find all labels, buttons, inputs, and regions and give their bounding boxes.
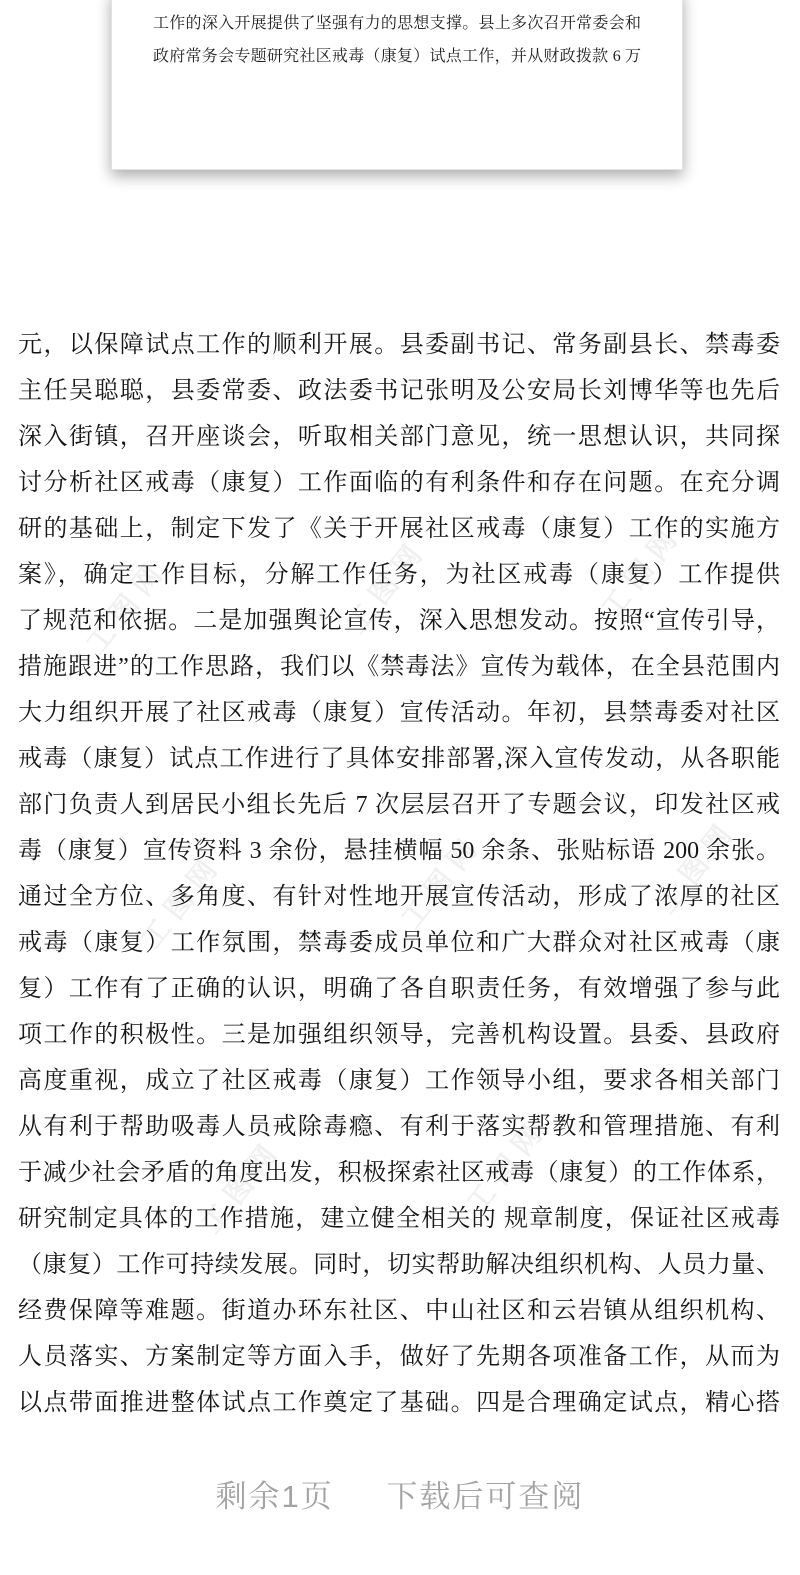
text-line: 毒（康复）宣传资料 3 余份，悬挂横幅 50 余条、张贴标语 200 余张。	[18, 838, 780, 864]
text-line: 了规范和依据。二是加强舆论宣传，深入思想发动。按照“宣传引导，	[18, 608, 780, 634]
clipped-text-line	[153, 0, 641, 6]
text-line: 人员落实、方案制定等方面入手，做好了先期各项准备工作，从而为	[18, 1344, 780, 1370]
watermark-text: 工图网	[135, 847, 229, 955]
text-line: 部门负责人到居民小组长先后 7 次层层召开了专题会议，印发社区戒	[18, 792, 780, 818]
watermark-text: 工图网	[340, 532, 434, 640]
watermark-text: 工图网	[395, 827, 489, 935]
pagination-notice	[0, 1471, 800, 1516]
text-line: 通过全方位、多角度、有针对性地开展宣传活动，形成了浓厚的社区	[18, 884, 780, 910]
watermark-text: 工图网	[650, 812, 744, 920]
text-line: 研究制定具体的工作措施，建立健全相关的 规章制度，保证社区戒毒	[18, 1206, 780, 1232]
text-line: （康复）工作可持续发展。同时，切实帮助解决组织机构、人员力量、	[18, 1252, 780, 1278]
text-line: 研的基础上，制定下发了《关于开展社区戒毒（康复）工作的实施方	[18, 516, 780, 542]
text-line: 高度重视，成立了社区戒毒（康复）工作领导小组，要求各相关部门	[18, 1068, 780, 1094]
watermark-text: 工图网	[460, 1112, 554, 1220]
text-line: 大力组织开展了社区戒毒（康复）宣传活动。年初，县禁毒委对社区	[18, 700, 780, 726]
preview-text-line: 政府常务会专题研究社区戒毒（康复）试点工作，并从财政拨款 6 万	[153, 48, 641, 65]
watermark-text: 工图网	[595, 517, 689, 625]
document-preview-card	[111, 0, 683, 170]
text-line: 措施跟进”的工作思路，我们以《禁毒法》宣传为载体，在全县范围内	[18, 654, 780, 680]
text-line: 元，以保障试点工作的顺利开展。县委副书记、常务副县长、禁毒委	[18, 332, 780, 358]
text-line: 项工作的积极性。三是加强组织领导，完善机构设置。县委、县政府	[18, 1022, 780, 1048]
text-line: 于减少社会矛盾的角度出发，积极探索社区戒毒（康复）的工作体系，	[18, 1160, 780, 1186]
text-line: 戒毒（康复）试点工作进行了具体安排部署,深入宣传发动，从各职能	[18, 746, 780, 772]
watermark-text: 工图网	[80, 552, 174, 660]
preview-text-line: 工作的深入开展提供了坚强有力的思想支撑。县上多次召开常委会和	[153, 15, 641, 32]
text-line: 深入街镇，召开座谈会，听取相关部门意见，统一思想认识，共同探	[18, 424, 780, 450]
text-line: 经费保障等难题。街道办环东社区、中山社区和云岩镇从组织机构、	[18, 1298, 780, 1324]
text-line: 案》，确定工作目标，分解工作任务，为社区戒毒（康复）工作提供	[18, 562, 780, 588]
text-line: 戒毒（康复）工作氛围，禁毒委成员单位和广大群众对社区戒毒（康	[18, 930, 780, 956]
text-line: 复）工作有了正确的认识，明确了各自职责任务，有效增强了参与此	[18, 976, 780, 1002]
text-line: 从有利于帮助吸毒人员戒除毒瘾、有利于落实帮教和管理措施、有利	[18, 1114, 780, 1140]
text-line: 讨分析社区戒毒（康复）工作面临的有利条件和存在问题。在充分调	[18, 470, 780, 496]
remaining-pages-label: 剩余1页	[215, 1479, 334, 1514]
watermark-text: 工图网	[195, 1132, 289, 1240]
download-hint-label: 下载后可查阅	[386, 1479, 585, 1514]
document-body-text	[18, 322, 780, 1426]
text-line: 以点带面推进整体试点工作奠定了基础。四是合理确定试点，精心搭	[18, 1390, 780, 1416]
text-line: 主任吴聪聪，县委常委、政法委书记张明及公安局长刘博华等也先后	[18, 378, 780, 404]
